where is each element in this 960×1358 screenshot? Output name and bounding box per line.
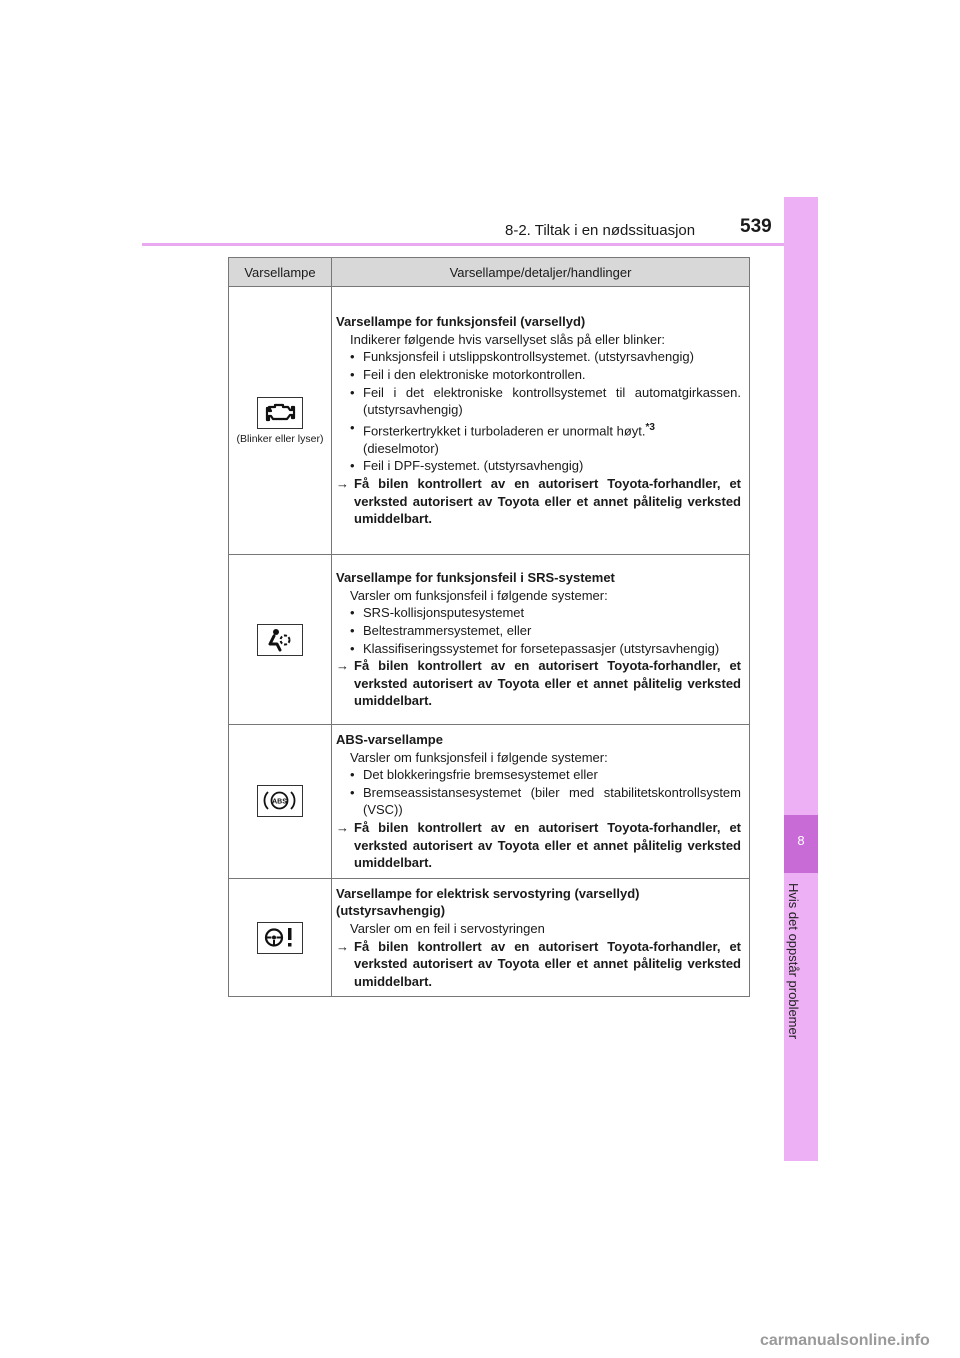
- list-item: • Beltestrammersystemet, eller: [350, 622, 532, 638]
- row-intro: Varsler om funksjonsfeil i følgende systemer:: [350, 587, 608, 603]
- table-row: [229, 878, 750, 997]
- list-item: • Feil i den elektroniske motorkontrollen.: [350, 367, 586, 383]
- list-item: • Funksjonsfeil i utslippskontrollsystemet. (utstyrsavhengig): [350, 349, 694, 365]
- icon-cell: [229, 287, 332, 555]
- action-line: → Få bilen kontrollert av en autorisert Toyota-forhandler, et verksted autorisert av Toyota eller et annet pålitelig verksted umiddelbart.: [336, 658, 741, 709]
- row-title: ABS-varsellampe: [336, 732, 443, 747]
- details-cell: [332, 555, 750, 725]
- icon-cell: [229, 725, 332, 879]
- table-row: [229, 287, 750, 555]
- chapter-number-tab: [784, 815, 818, 873]
- row-title: Varsellampe for elektrisk servostyring (varsellyd) (utstyrsavhengig): [336, 885, 640, 919]
- abs-icon: [257, 785, 303, 817]
- srs-airbag-icon: [257, 624, 303, 656]
- check-engine-icon: [257, 397, 303, 429]
- section-title: 8-2. Tiltak i en nødssituasjon: [505, 222, 696, 239]
- table-row: [229, 555, 750, 725]
- list-item: • Det blokkeringsfrie bremsesystemet eller: [350, 767, 598, 783]
- table-row: [229, 725, 750, 879]
- page-number: 539: [740, 216, 772, 237]
- row-intro: Varsler om funksjonsfeil i følgende systemer:: [350, 749, 608, 765]
- details-cell: [332, 287, 750, 555]
- list-item: • Bremseassistansesystemet (biler med stabilitetskontrollsystem (VSC)): [350, 784, 741, 818]
- list-item: • Feil i DPF-systemet. (utstyrsavhengig): [350, 458, 584, 474]
- list-item: • Klassifiseringssystemet for forsetepassasjer (utstyrsavhengig): [350, 640, 720, 656]
- list-item: • Forsterkertrykket i turboladeren er unormalt høyt.$^{*3}$ (dieselmotor): [350, 419, 655, 456]
- row-title: Varsellampe for funksjonsfeil i SRS-systemet: [336, 570, 615, 586]
- details-cell: [332, 725, 750, 879]
- details-cell: [332, 878, 750, 997]
- action-line: → Få bilen kontrollert av en autorisert Toyota-forhandler, et verksted autorisert av Toyota eller et annet pålitelig verksted umiddelbart.: [336, 475, 741, 527]
- row-intro: Indikerer følgende hvis varsellyset slås på eller blinker:: [350, 331, 666, 347]
- warning-light-table: [228, 257, 750, 997]
- abs-icon-text: ABS: [272, 798, 287, 806]
- icon-cell: [229, 555, 332, 725]
- chapter-number: 8: [797, 833, 805, 848]
- action-line: → Få bilen kontrollert av en autorisert Toyota-forhandler, et verksted autorisert av Toyota eller et annet pålitelig verksted umiddelbart.: [336, 819, 741, 871]
- watermark: carmanualsonline.info: [760, 1332, 930, 1349]
- chapter-label-wrap: [786, 883, 821, 1063]
- icon-caption: (Blinker eller lyser): [236, 432, 324, 445]
- column-header-lamp: Varsellampe: [229, 258, 332, 287]
- column-header-details: Varsellampe/detaljer/handlinger: [332, 258, 750, 287]
- row-intro: Varsler om en feil i servostyringen: [350, 920, 545, 936]
- icon-cell: [229, 878, 332, 997]
- list-item: • SRS-kollisjonsputesystemet: [350, 605, 525, 621]
- header-rule: [142, 243, 818, 246]
- chapter-label: Hvis det oppstår problemer: [786, 883, 801, 1040]
- table-header-row: [229, 258, 750, 287]
- power-steering-icon: [257, 922, 303, 954]
- action-line: → Få bilen kontrollert av en autorisert Toyota-forhandler, et verksted autorisert av Toyota eller et annet pålitelig verksted umiddelbart.: [336, 938, 741, 989]
- footnote-mark: *3: [645, 421, 655, 433]
- list-item: • Feil i det elektroniske kontrollsystemet til automatgirkassen. (utstyrsavhengig): [350, 384, 741, 418]
- row-title: Varsellampe for funksjonsfeil (varsellyd): [336, 314, 586, 330]
